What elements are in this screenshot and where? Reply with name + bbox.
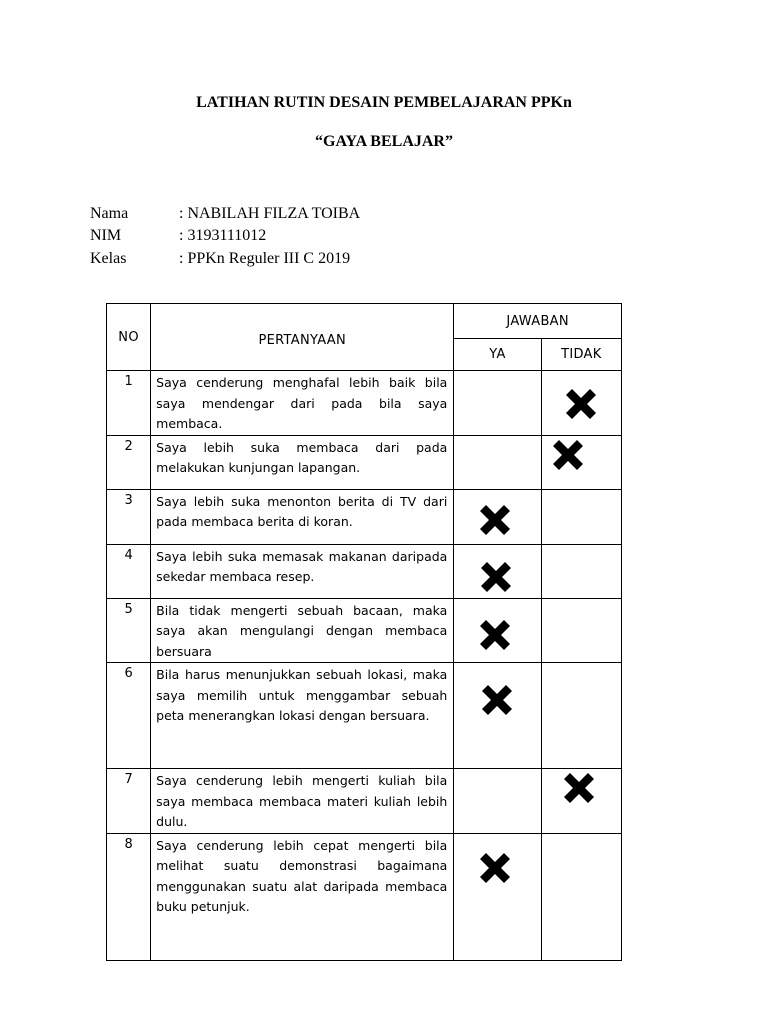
row-number: 8 (107, 833, 151, 960)
row-question: Saya lebih suka membaca dari pada melakukan kunjungan lapangan. (151, 435, 454, 489)
nim-value: : 3193111012 (179, 227, 267, 244)
name-label: Nama (90, 205, 129, 222)
row-question: Saya cenderung menghafal lebih baik bila saya mendengar dari pada bila saya membaca. (151, 371, 454, 436)
cross-mark-shape (478, 681, 516, 719)
cross-mark-icon (476, 501, 514, 539)
cross-mark-icon (549, 436, 587, 474)
answer-tidak-cell (541, 598, 621, 663)
answer-tidak-cell (541, 544, 621, 598)
header-question: PERTANYAAN (151, 304, 454, 371)
answer-yes-cell (454, 598, 541, 663)
row-question: Bila harus menunjukkan sebuah lokasi, maka saya memilih untuk menggambar sebuah peta menerangkan lokasi dengan bersuara. (151, 663, 454, 769)
header-yes: YA (454, 339, 541, 371)
answer-yes-cell (454, 544, 541, 598)
cross-mark-shape (476, 616, 514, 654)
table-row (107, 371, 622, 436)
table-row (107, 544, 622, 598)
cross-mark-icon (476, 849, 514, 887)
cross-mark-icon (478, 681, 516, 719)
nim-label: NIM (90, 227, 122, 244)
row-question: Saya lebih suka memasak makanan daripada sekedar membaca resep. (151, 544, 454, 598)
answer-yes-cell (454, 769, 541, 834)
header-no: NO (107, 304, 151, 371)
cross-mark-shape (562, 385, 600, 423)
row-question: Bila tidak mengerti sebuah bacaan, maka saya akan mengulangi dengan membaca bersuara (151, 598, 454, 663)
row-number: 3 (107, 489, 151, 544)
table-row (107, 769, 622, 834)
class-value: : PPKn Reguler III C 2019 (179, 250, 351, 267)
table-row (107, 598, 622, 663)
class-label: Kelas (90, 250, 127, 267)
answer-yes-cell (454, 663, 541, 769)
cross-mark-icon (476, 616, 514, 654)
cross-mark-shape (476, 501, 514, 539)
answer-tidak-cell (541, 371, 621, 436)
answer-tidak-cell (541, 833, 621, 960)
cross-mark-shape (549, 436, 587, 474)
row-question: Saya cenderung lebih cepat mengerti bila melihat suatu demonstrasi bagaimana menggunakan suatu alat daripada membaca buku petunjuk. (151, 833, 454, 960)
row-number: 4 (107, 544, 151, 598)
name-value: : NABILAH FILZA TOIBA (179, 205, 361, 222)
answer-yes-cell (454, 435, 541, 489)
answer-tidak-cell (541, 769, 621, 834)
questionnaire-table (106, 303, 622, 961)
answer-tidak-cell (541, 489, 621, 544)
cross-mark-shape (477, 558, 515, 596)
row-number: 6 (107, 663, 151, 769)
cross-mark-icon (562, 385, 600, 423)
table-row (107, 833, 622, 960)
row-question: Saya cenderung lebih mengerti kuliah bila saya membaca membaca materi kuliah lebih dulu. (151, 769, 454, 834)
header-tidak: TIDAK (541, 339, 621, 371)
page-title: LATIHAN RUTIN DESAIN PEMBELAJARAN PPKn (196, 94, 572, 111)
row-question: Saya lebih suka menonton berita di TV dari pada membaca berita di koran. (151, 489, 454, 544)
row-number: 2 (107, 435, 151, 489)
page-subtitle: “GAYA BELAJAR” (315, 133, 453, 150)
answer-yes-cell (454, 833, 541, 960)
answer-yes-cell (454, 489, 541, 544)
table-row (107, 663, 622, 769)
table-row (107, 435, 622, 489)
table-row (107, 489, 622, 544)
answer-tidak-cell (541, 663, 621, 769)
row-number: 1 (107, 371, 151, 436)
cross-mark-icon (560, 769, 598, 807)
cross-mark-shape (560, 769, 598, 807)
cross-mark-shape (476, 849, 514, 887)
cross-mark-icon (477, 558, 515, 596)
row-number: 5 (107, 598, 151, 663)
answer-tidak-cell (541, 435, 621, 489)
row-number: 7 (107, 769, 151, 834)
answer-yes-cell (454, 371, 541, 436)
header-answer: JAWABAN (454, 304, 622, 339)
